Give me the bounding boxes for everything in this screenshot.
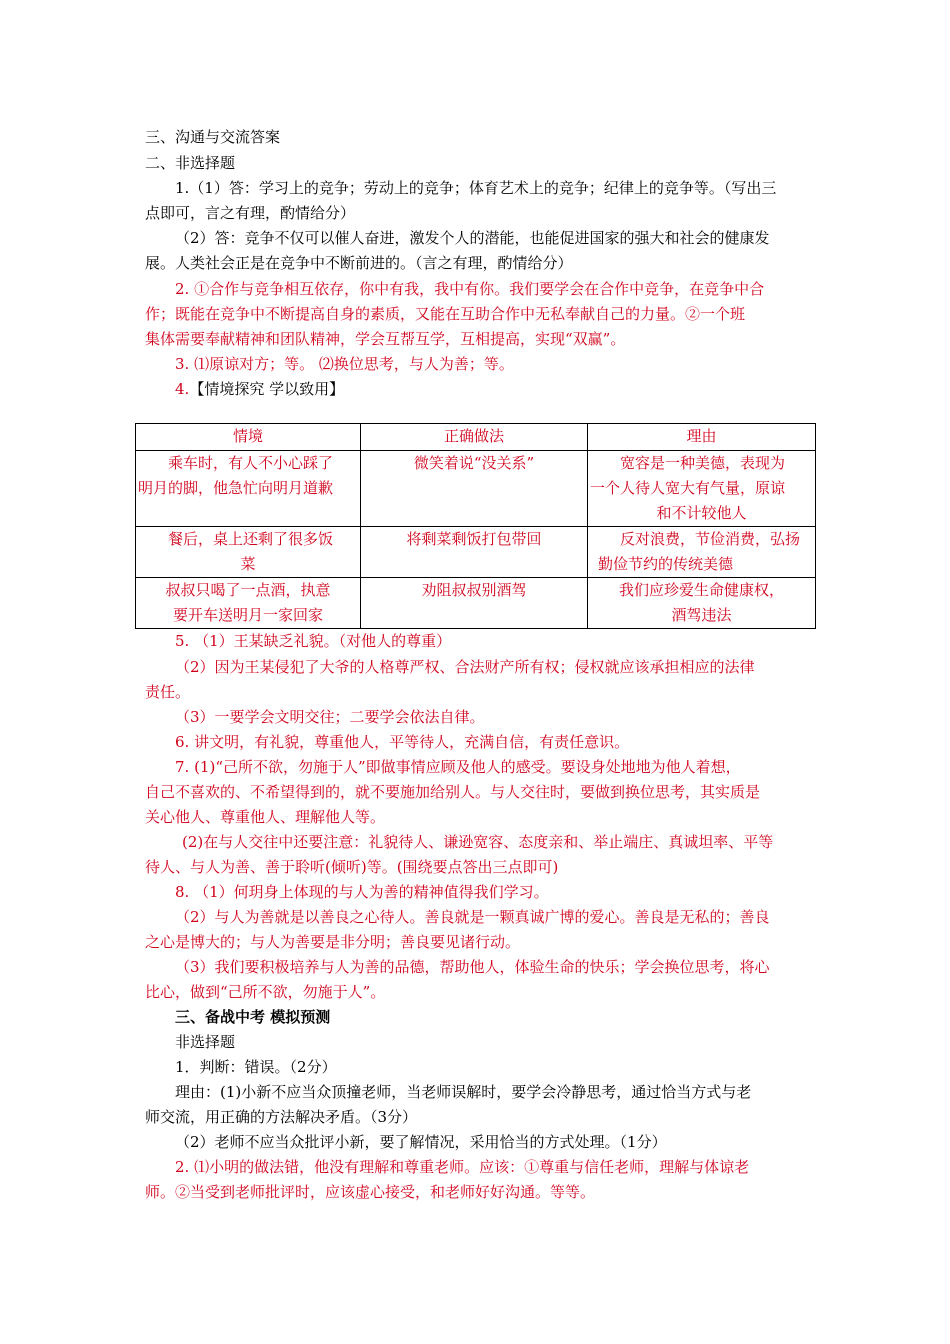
section-heading: 三、沟通与交流答案 [145,128,281,146]
answer-8-line5: 比心，做到“己所不欲，勿施于人”。 [145,983,386,1001]
table-cell-reason: 反对浪费，节俭消费，弘扬 勤俭节约的传统美德 [588,527,816,578]
table-row [136,451,816,527]
table-row [136,527,816,578]
table-cell-action: 将剩菜剩饭打包带回 [361,527,588,578]
situation-table [135,423,816,629]
section-3-heading: 三、备战中考 模拟预测 [175,1008,331,1026]
answer-7-line5: 待人、与人为善、善于聆听(倾听)等。(围绕要点答出三点即可) [145,858,559,876]
answer-7-line1: 7. (1)“己所不欲，勿施于人”即做事情应顾及他人的感受。要设身处地地为他人着想， [175,758,741,776]
mock-1-line2: 理由：(1)小新不应当众顶撞老师，当老师误解时，要学会冷静思考，通过恰当方式与老 [175,1083,752,1101]
answer-8-line4: （3）我们要积极培养与人为善的品德，帮助他人，体验生命的快乐；学会换位思考，将心 [175,958,770,976]
answer-7-line3: 关心他人、尊重他人、理解他人等。 [145,808,386,826]
table-cell-situation: 叔叔只喝了一点酒，执意 要开车送明月一家回家 [136,578,361,629]
answer-2-line1: 2. ①合作与竞争相互依存，你中有我，我中有你。我们要学会在合作中竞争，在竞争中合 [175,280,765,298]
mock-1-line3: 师交流，用正确的方法解决矛盾。（3分） [145,1108,418,1126]
answer-5-line2: （2）因为王某侵犯了大爷的人格尊严权、合法财产所有权；侵权就应该承担相应的法律 [175,658,755,676]
answer-4-heading [175,379,825,399]
answer-5-line3: 责任。 [145,683,191,701]
answer-3: 3. ⑴原谅对方；等。 ⑵换位思考，与人为善；等。 [175,355,514,373]
answer-2-line2: 作；既能在竞争中不断提高自身的素质，又能在互助合作中无私奉献自己的力量。②一个班 [145,305,746,323]
table-cell-situation: 乘车时，有人不小心踩了 明月的脚，他急忙向明月道歉 [136,451,361,527]
answer-8-line2: （2）与人为善就是以善良之心待人。善良就是一颗真诚广博的爱心。善良是无私的；善良 [175,908,770,926]
table-cell-action: 微笑着说“没关系” [361,451,588,527]
answer-5-line1: 5. （1）王某缺乏礼貌。（对他人的尊重） [175,632,452,650]
answer-7-line4: (2)在与人交往中还要注意：礼貌待人、谦逊宽容、态度亲和、举止端庄、真诚坦率、平等 [182,833,774,851]
answer-1-part1-line2: 点即可，言之有理，酌情给分） [145,204,356,222]
mock-1-line1: 1．判断：错误。（2分） [175,1058,337,1076]
section-3-subheading: 非选择题 [175,1033,236,1051]
table-cell-situation: 餐后，桌上还剩了很多饭 菜 [136,527,361,578]
mock-2-line2: 师。②当受到老师批评时，应该虚心接受，和老师好好沟通。等等。 [145,1183,596,1201]
answer-1-part2-line1: （2）答：竞争不仅可以催人奋进，激发个人的潜能，也能促进国家的强大和社会的健康发 [175,229,770,247]
answer-4-title: 【情境探究 学以致用】 [189,380,345,398]
answer-1-part1-line1: 1.（1）答：学习上的竞争；劳动上的竞争；体育艺术上的竞争；纪律上的竞争等。（写出三 [175,179,777,197]
table-header-reason: 理由 [588,424,816,451]
answer-8-line3: 之心是博大的；与人为善要是非分明；善良要见诸行动。 [145,933,521,951]
answer-4-number: 4. [175,380,190,398]
table-cell-action: 劝阻叔叔别酒驾 [361,578,588,629]
answer-5-line4: （3）一要学会文明交往；二要学会依法自律。 [175,708,485,726]
table-row [136,578,816,629]
table-header-row [136,424,816,451]
table-cell-reason: 宽容是一种美德，表现为 一个人待人宽大有气量，原谅 和不计较他人 [588,451,816,527]
table-header-action: 正确做法 [361,424,588,451]
answer-1-part2-line2: 展。人类社会正是在竞争中不断前进的。（言之有理，酌情给分） [145,254,573,272]
answer-8-line1: 8. （1）何玥身上体现的与人为善的精神值得我们学习。 [175,883,549,901]
answer-7-line2: 自己不喜欢的、不希望得到的，就不要施加给别人。与人交往时，要做到换位思考，其实质是 [145,783,761,801]
subsection-heading: 二、非选择题 [145,154,236,172]
answer-6: 6. 讲文明，有礼貌，尊重他人，平等待人，充满自信，有责任意识。 [175,733,630,751]
table-cell-reason: 我们应珍爱生命健康权， 酒驾违法 [588,578,816,629]
table-header-situation: 情境 [136,424,361,451]
mock-2-line1: 2. ⑴小明的做法错，他没有理解和尊重老师。应该：①尊重与信任老师，理解与体谅老 [175,1158,750,1176]
answer-2-line3: 集体需要奉献精神和团队精神，学会互帮互学，互相提高，实现“双赢”。 [145,330,626,348]
mock-1-line4: （2）老师不应当众批评小新，要了解情况，采用恰当的方式处理。（1分） [175,1133,667,1151]
